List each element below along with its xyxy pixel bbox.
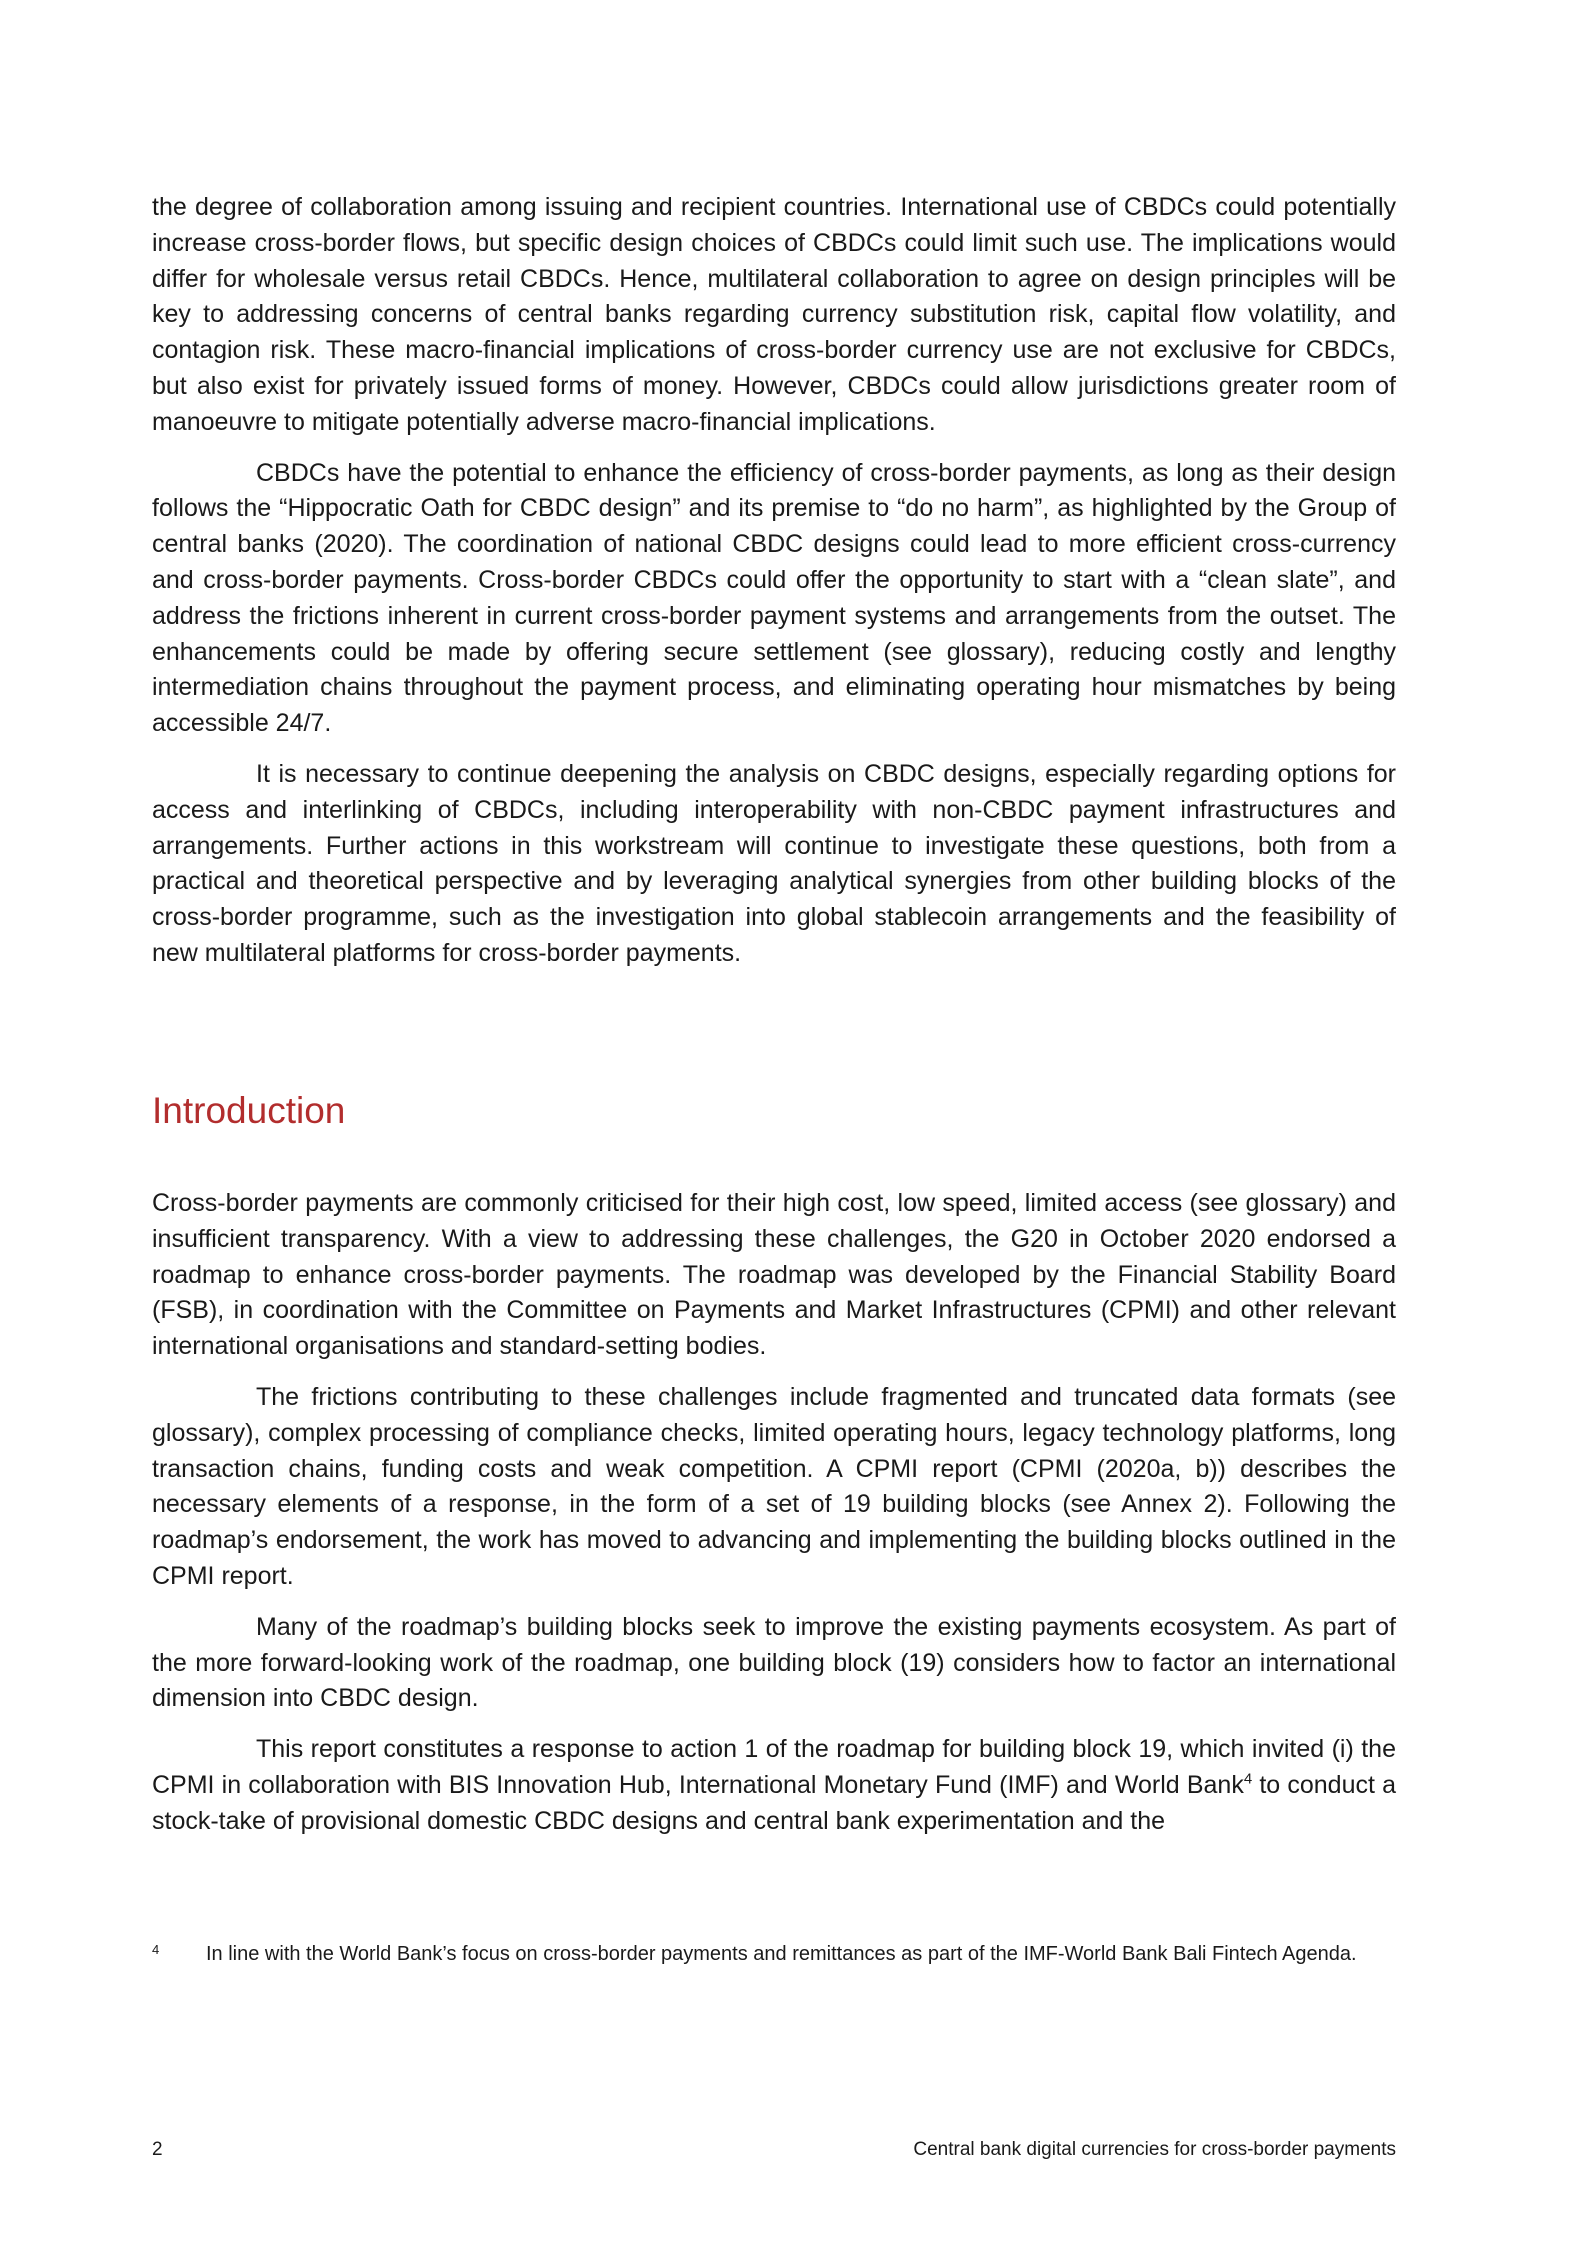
- paragraph-text-before-ref: This report constitutes a response to action 1 of the roadmap for building block 19, which invited (i) the CPMI in collaboration with BIS Innovation Hub, International Monetary Fund (IMF) and World Bank: [152, 1735, 1396, 1799]
- paragraph-cross-border-criticism: Cross-border payments are commonly criticised for their high cost, low speed, limited access (see glossary) and insufficient transparency. With a view to addressing these challenges, the G20 in October 2020 endorsed a roadmap to enhance cross-border payments. The roadmap was developed by the Financial Stability Board (FSB), in coordination with the Committee on Payments and Market Infrastructures (CPMI) and other relevant international organisations and standard-setting bodies.: [152, 1189, 1396, 1361]
- paragraph-building-blocks: Many of the roadmap’s building blocks seek to improve the existing payments ecosystem. As part of the more forward-looking work of the roadmap, one building block (19) considers how to factor an international dimension into CBDC design.: [152, 1612, 1396, 1713]
- paragraph-text-after-ref: to conduct a stock-take of provisional domestic CBDC designs and central bank experimentation and the: [152, 1770, 1397, 1835]
- paragraph-frictions: The frictions contributing to these challenges include fragmented and truncated data formats (see glossary), complex processing of compliance checks, limited operating hours, legacy technology platforms, long transaction chains, funding costs and weak competition. A CPMI report (CPMI (2020a, b)) describes the necessary elements of a response, in the form of a set of 19 building blocks (see Annex 2). Following the roadmap’s endorsement, the work has moved to advancing and implementing the building blocks outlined in the CPMI report.: [152, 1382, 1396, 1590]
- paragraph-report-response: [152, 1732, 1396, 1839]
- footer-document-title: Central bank digital currencies for cross-border payments: [913, 2139, 1396, 2160]
- footer-page-number: 2: [152, 2139, 163, 2160]
- footnote-reference[interactable]: 4: [1243, 1770, 1253, 1788]
- section-heading-introduction: Introduction: [152, 1090, 346, 1131]
- footnote-text: In line with the World Bank’s focus on cross-border payments and remittances as part of the IMF-World Bank Bali Fintech Agenda.: [206, 1943, 1357, 1965]
- paragraph-cbdc-efficiency: CBDCs have the potential to enhance the efficiency of cross-border payments, as long as their design follows the “Hippocratic Oath for CBDC design” and its premise to “do no harm”, as highlighted by the Group of central banks (2020). The coordination of national CBDC designs could lead to more efficient cross-currency and cross-border payments. Cross-border CBDCs could offer the opportunity to start with a “clean slate”, and address the frictions inherent in current cross-border payment systems and arrangements from the outset. The enhancements could be made by offering secure settlement (see glossary), reducing costly and lengthy intermediation chains throughout the payment process, and eliminating operating hour mismatches by being accessible 24/7.: [152, 458, 1396, 738]
- introduction-text-block: [152, 1186, 1396, 1855]
- paragraph-further-analysis: It is necessary to continue deepening the analysis on CBDC designs, especially regarding options for access and interlinking of CBDCs, including interoperability with non-CBDC payment infrastructures and arrangements. Further actions in this workstream will continue to investigate these questions, both from a practical and theoretical perspective and by leveraging analytical synergies from other building blocks of the cross-border programme, such as the investigation into global stablecoin arrangements and the feasibility of new multilateral platforms for cross-border payments.: [152, 759, 1396, 967]
- footnote-mark: 4: [152, 1942, 160, 1957]
- paragraph-continuation: the degree of collaboration among issuing and recipient countries. International use of CBDCs could potentially increase cross-border flows, but specific design choices of CBDCs could limit such use. The implications would differ for wholesale versus retail CBDCs. Hence, multilateral collaboration to agree on design principles will be key to addressing concerns of central banks regarding currency substitution risk, capital flow volatility, and contagion risk. These macro-financial implications of cross-border currency use are not exclusive for CBDCs, but also exist for privately issued forms of money. However, CBDCs could allow jurisdictions greater room of manoeuvre to mitigate potentially adverse macro-financial implications.: [152, 193, 1396, 436]
- top-text-block: [152, 190, 1396, 987]
- footnote: [152, 1940, 1396, 1969]
